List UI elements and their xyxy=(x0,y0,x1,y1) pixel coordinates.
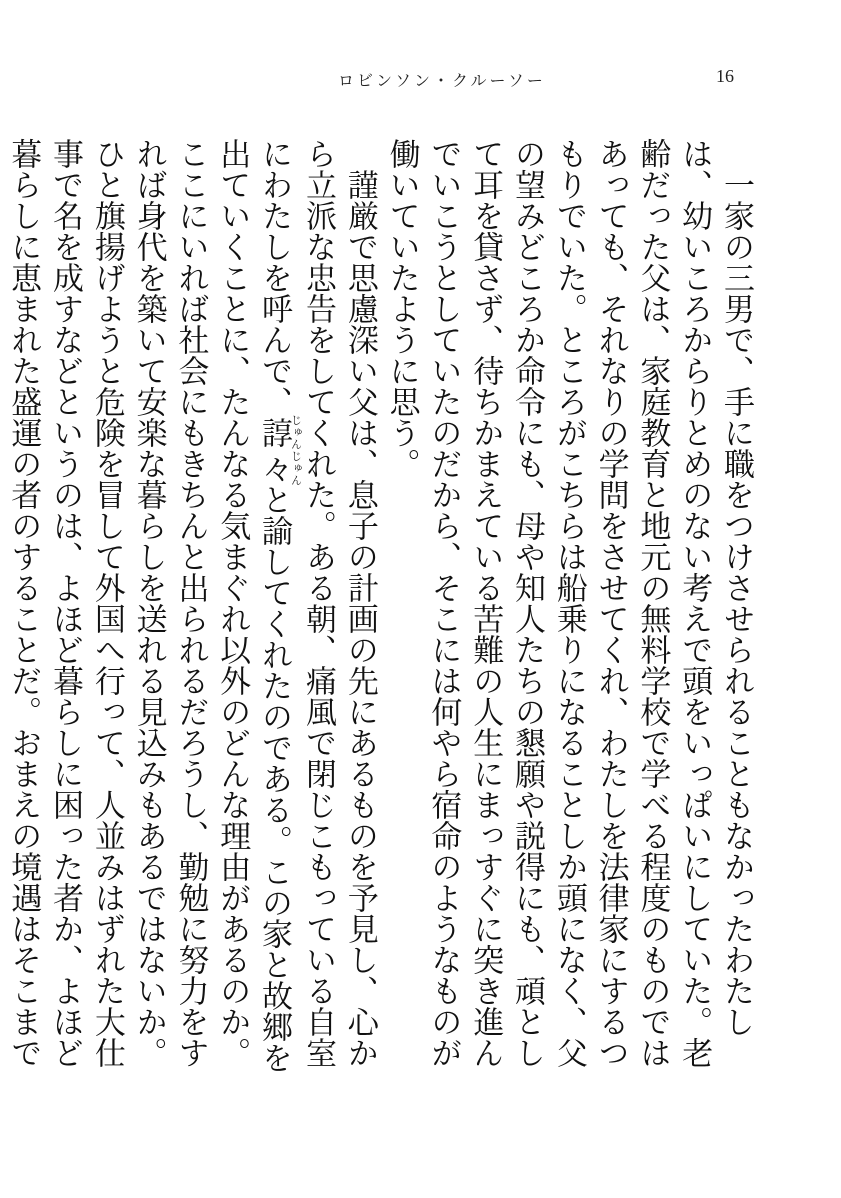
paragraph-2-text-before-ruby: 謹厳で思慮深い父は、息子の計画の先にあるものを予見し、心から立派な忠告をしてくれた。ある朝、痛風で閉じこもっている自室にわたしを呼んで、 xyxy=(256,138,378,1068)
paragraph-2-text-after-ruby: と諭してくれたのである。この家と故郷を出ていくことに、たんなる気まぐれ以外のどんな理由があるのか。ここにいれば社会にもきちんと出られるだろうし、勤勉に努力をすれば身代を築いて安楽な暮らしを送れる見込みもあるではないか。ひと旗揚げようと危険を冒して外国へ行って、人並みはずれた大仕事で名を成すなどというのは、よほど暮らしに困った者か、よほど暮らしに恵まれた盛運の者のすることだ。おまえの境遇はそこまで xyxy=(5,138,293,1073)
paragraph-2 xyxy=(0,138,380,1098)
vertical-body-text xyxy=(0,138,756,1098)
ruby-reading: じゅんじゅん xyxy=(289,414,303,487)
running-header-title: ロビンソン・クルーソー xyxy=(338,71,546,90)
furigana-ruby xyxy=(256,414,303,487)
page-number: 16 xyxy=(716,66,734,86)
ruby-base: 諄々 xyxy=(256,414,293,487)
paragraph-1: 一家の三男で、手に職をつけさせられることもなかったわたしは、幼いころからりとめのない考えで頭をいっぱいにしていた。老齢だった父は、家庭教育と地元の無料学校で学べる程度のものではあっても、それなりの学問をさせてくれ、わたしを法律家にするつもりでいた。ところがこちらは船乗りになることしか頭になく、父の望みどころか命令にも、母や知人たちの懇願や説得にも、頑として耳を貸さず、待ちかまえている苦難の人生にまっすぐに突き進んでいこうとしていたのだから、そこには何やら宿命のようなものが働いていたように思う。 xyxy=(383,138,754,1068)
